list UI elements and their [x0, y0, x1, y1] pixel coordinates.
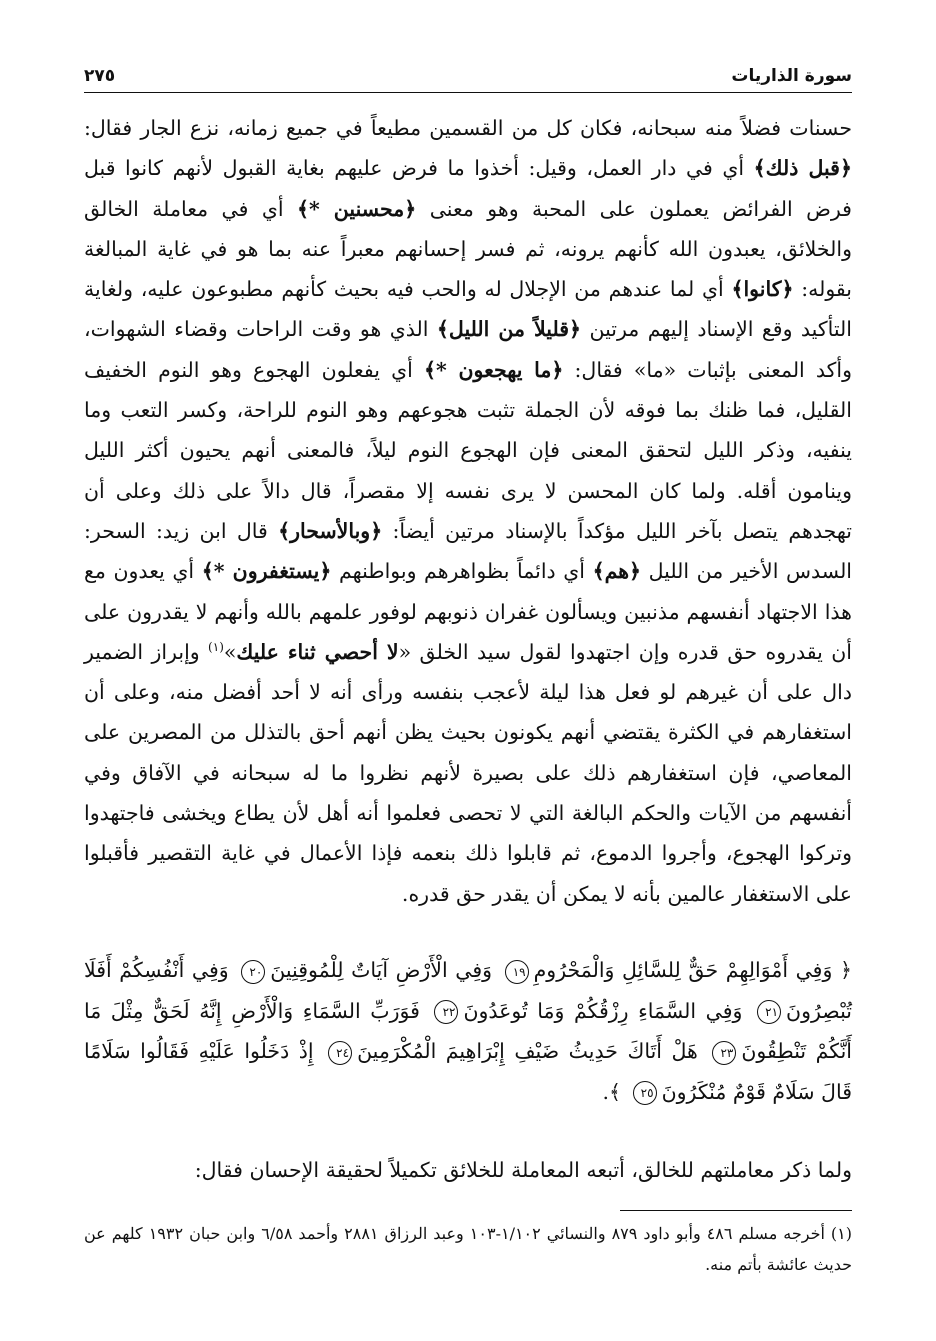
continuation-text: ولما ذكر معاملتهم للخالق، أتبعه المعاملة للخلائق تكميلاً لحقيقة الإحسان فقال: — [194, 1158, 852, 1182]
verse-number-22: ٢٢ — [434, 1000, 458, 1024]
verse-number-20: ٢٠ — [241, 960, 265, 984]
verse-25: إِذْ دَخَلُوا عَلَيْهِ فَقَالُوا سَلَامًا قَالَ سَلَامٌ قَوْمٌ مُنْكَرُونَ — [84, 1039, 852, 1104]
page-number: ٢٧٥ — [84, 66, 116, 86]
verse-number-19: ١٩ — [505, 960, 529, 984]
verse-number-23: ٢٣ — [712, 1041, 736, 1065]
quoted-phrase: ﴿محسنين *﴾ — [297, 196, 417, 221]
footnote-divider — [620, 1210, 852, 1211]
quoted-phrase: ﴿قليلاً من الليل﴾ — [436, 317, 582, 342]
surah-title: سورة الذاريات — [731, 66, 852, 86]
verse-number-25: ٢٥ — [633, 1081, 657, 1105]
quoted-phrase: ﴿ما يهجعون *﴾ — [424, 357, 564, 382]
verse-22: وَفِي السَّمَاءِ رِزْقُكُمْ وَمَا تُوعَدُونَ — [463, 998, 743, 1023]
page-header — [84, 56, 852, 86]
quoted-phrase: ﴿قبل ذلك﴾ — [753, 156, 852, 181]
verse-20: وَفِي الْأَرْضِ آيَاتٌ لِلْمُوقِنِينَ — [270, 958, 493, 982]
quoted-phrase: ﴿وبالأسحار﴾ — [278, 518, 383, 543]
verse-19: وَفِي أَمْوَالِهِمْ حَقٌّ لِلسَّائِلِ وَالْمَحْرُومِ — [533, 958, 833, 982]
quran-verses — [84, 950, 852, 1112]
quoted-phrase: ﴿كانوا﴾ — [731, 277, 794, 302]
hadith-quote: لا أحصي ثناء عليك — [236, 639, 399, 664]
footnote-text: (١) أخرجه مسلم ٤٨٦ وأبو داود ٨٧٩ والنسائي ١/١٠٢-١٠٣ وعبد الرزاق ٢٨٨١ وأحمد ٦/٥٨ وابن حبان ١٩٣٢ كلهم عن حديث عائشة بأتم منه. — [84, 1224, 852, 1274]
verse-number-24: ٢٤ — [328, 1041, 352, 1065]
verse-close-bracket: ﴾. — [602, 1079, 622, 1104]
header-divider — [84, 92, 852, 93]
verse-21: وَفِي أَنْفُسِكُمْ أَفَلَا تُبْصِرُونَ — [84, 958, 852, 1023]
verse-24: هَلْ أَتَاكَ حَدِيثُ ضَيْفِ إِبْرَاهِيمَ الْمُكْرَمِينَ — [357, 1039, 698, 1063]
quoted-phrase: ﴿يستغفرون *﴾ — [201, 559, 332, 584]
commentary-paragraph: حسنات فضلاً منه سبحانه، فكان كل من القسمين مطيعاً في جميع زمانه، نزع الجار فقال: ﴿قبل ذلك﴾ أي في دار العمل، وقيل: أخذوا ما فرض عليهم بغاية القبول لأنهم كانوا قبل فرض الفرائض يعملون على المحبة وهو معنى ﴿محسنين *﴾ أي في معاملة الخالق والخلائق، يعبدون الله كأنهم يرونه، ثم فسر إحسانهم معبراً عنه بما هو في غاية المبالغة بقوله: ﴿كانوا﴾ أي لما عندهم من الإجلال له والحب فيه بحيث كأنهم مطبوعون عليه، ولغاية التأكيد وقع الإسناد إليهم مرتين ﴿قليلاً من الليل﴾ الذي هو وقت الراحات وقضاء الشهوات، وأكد المعنى بإثبات «ما» فقال: ﴿ما يهجعون *﴾ أي يفعلون الهجوع وهو النوم الخفيف القليل، فما ظنك بما فوقه لأن الجملة تثبت هجوعهم وهو النوم للراحة، وكسر التعب وما ينفيه، وذكر الليل لتحقق المعنى فإن الهجوع النوم ليلاً، فالمعنى أنهم يحيون أكثر الليل وينامون أقله. ولما كان المحسن لا يرى نفسه إلا مقصراً، قال دالاً على ذلك وعلى أن تهجدهم يتصل بآخر الليل مؤكداً بالإسناد مرتين أيضاً: ﴿وبالأسحار﴾ قال ابن زيد: السحر: السدس الأخير من الليل ﴿هم﴾ أي دائماً بظواهرهم وبواطنهم ﴿يستغفرون *﴾ أي يعدون مع هذا الاجتهاد أنفسهم مذنبين ويسألون غفران ذنوبهم لوفور علمهم بالله وأنهم لا يقدرون على أن يقدروه حق قدره وإن اجتهدوا لقول سيد الخلق «لا أحصي ثناء عليك»$^{(١)}$ وإبراز الضمير دال على أن غيرهم لو فعل هذا ليلة لأعجب بنفسه ورأى أنه لا أحد أفضل منه، وعلى أن استغفارهم في الكثرة يقتضي أنهم يكونون بحيث يظن أنهم أحق بالتذلل من المصرين على المعاصي، فإن استغفارهم ذلك على بصيرة لأنهم نظروا ما له سبحانه في الآفاق وفي أنفسهم من الآيات والحكم البالغة التي لا تحصى فعلموا أنه أهل لأن يطاع ويخشى فاجتهدوا وتركوا الهجوع، وأجروا الدموع، ثم قابلوا ذلك بنعمه فإذا الأعمال في غاية التقصير فأقبلوا على الاستغفار عالمين بأنه لا يمكن أن يقدر حق قدره. — [84, 116, 853, 906]
verse-23: فَوَرَبِّ السَّمَاءِ وَالْأَرْضِ إِنَّهُ لَحَقٌّ مِثْلَ مَا أَنَّكُمْ تَنْطِقُونَ — [84, 998, 852, 1063]
verse-open-bracket: ﴿ — [839, 958, 852, 982]
verse-number-21: ٢١ — [757, 1000, 781, 1024]
footnote-reference[interactable]: (١) — [208, 640, 224, 655]
commentary-body — [84, 108, 852, 914]
quoted-phrase: ﴿هم﴾ — [592, 559, 642, 584]
